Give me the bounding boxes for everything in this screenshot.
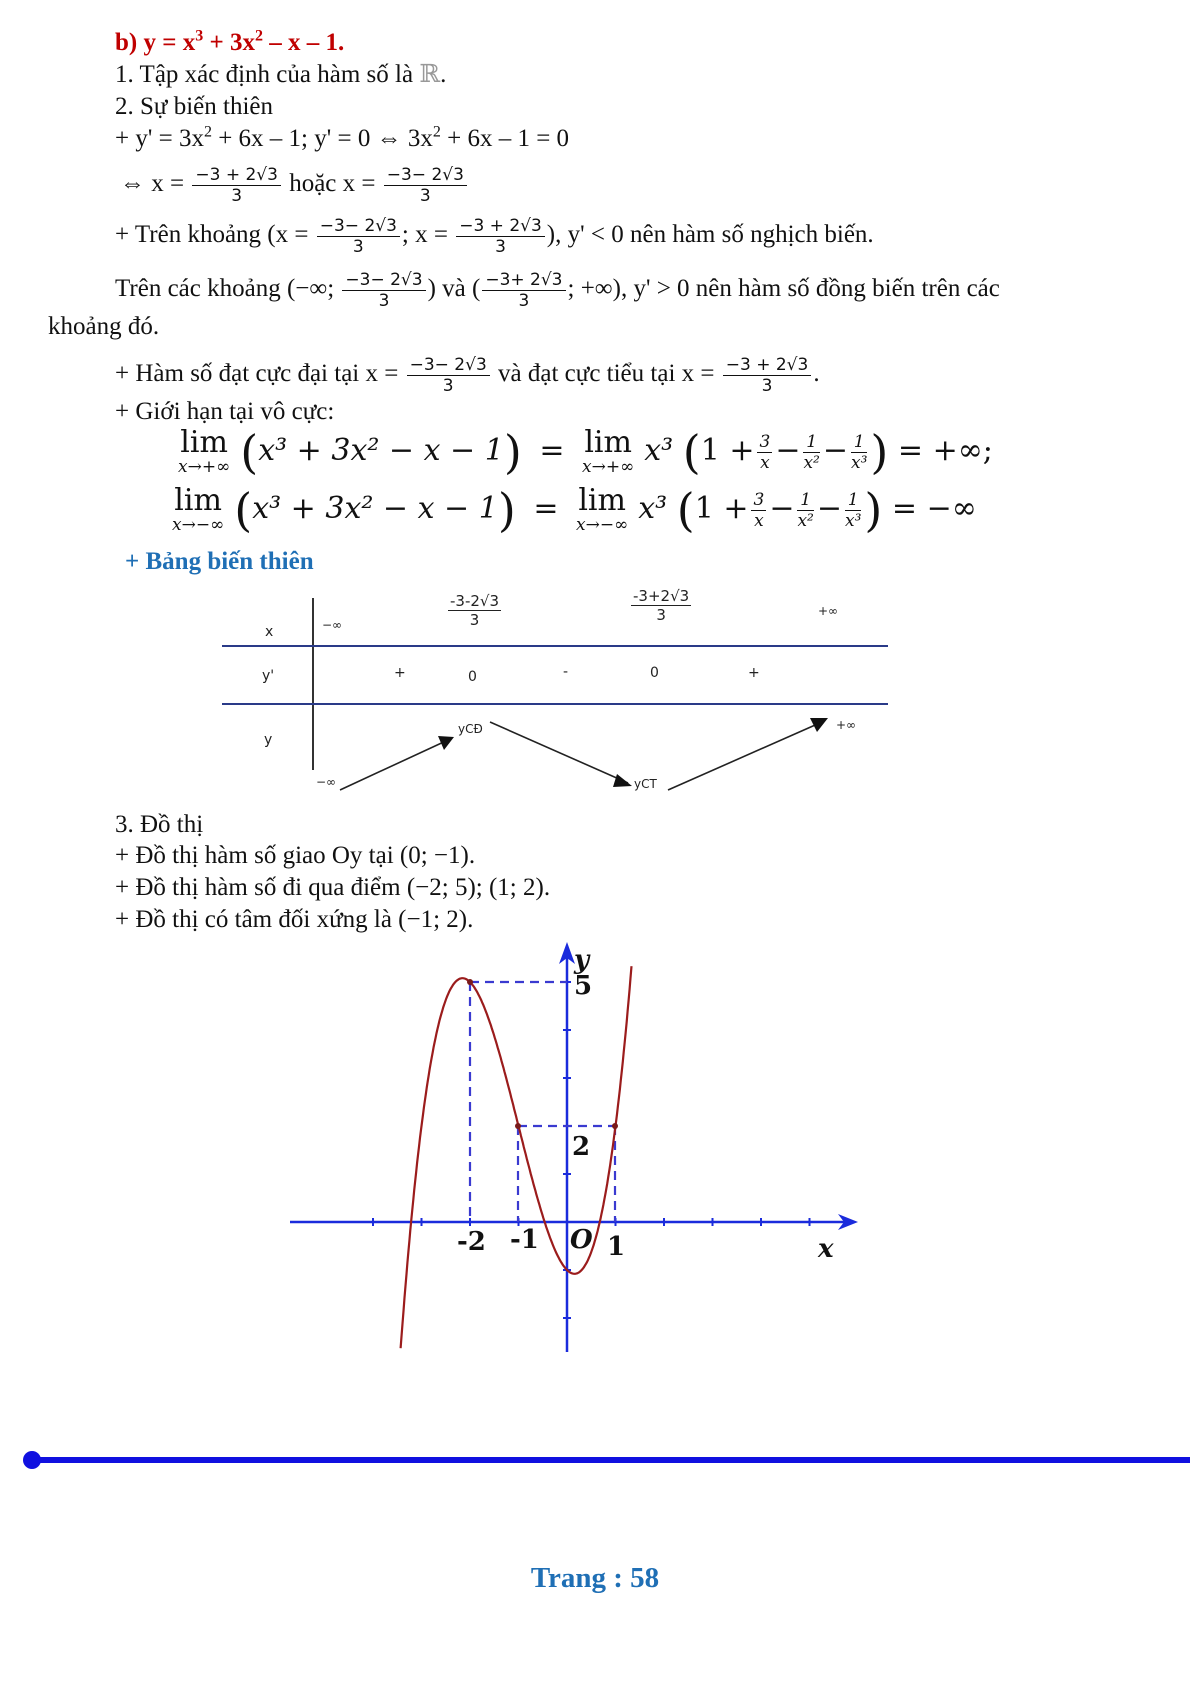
table-y-min: yCT: [634, 777, 657, 791]
footer-rule-dot: [23, 1451, 41, 1469]
frac-num: −3− 2√3: [317, 216, 400, 237]
frac-den: 3: [761, 376, 773, 396]
decreasing-text-b: ; x =: [401, 221, 455, 249]
frac-num: 3: [759, 431, 771, 452]
x-tick-minus-2: -2: [457, 1227, 486, 1257]
lim-word: lim: [578, 483, 626, 518]
roots-text-b: hoặc x =: [282, 170, 382, 198]
table-y-max: yCĐ: [458, 722, 483, 736]
limit-eq: =: [539, 433, 565, 468]
limit-polynomial: x³ + 3x² − x − 1: [258, 433, 504, 468]
frac-den: 3: [442, 376, 454, 396]
increasing-line-cont: khoảng đó.: [48, 313, 160, 340]
paren-open: (: [676, 483, 695, 537]
frac-num: −3 + 2√3: [192, 165, 281, 186]
frac-num: −3+ 2√3: [482, 270, 565, 291]
limit-eq: =: [533, 491, 559, 526]
y-axis-label: y: [574, 945, 590, 975]
lim-subscript: x→−∞: [576, 515, 629, 535]
paren-close: ): [497, 483, 516, 537]
domain-text: 1. Tập xác định của hàm số là: [115, 61, 420, 88]
lim-word: lim: [584, 425, 632, 460]
paren-open: (: [234, 483, 253, 537]
frac-num: -3+2√3: [633, 587, 690, 605]
limit-minus: −: [822, 433, 848, 468]
table-y-neg-inf: −∞: [316, 775, 337, 789]
heading-label: b): [115, 29, 138, 56]
origin-label: O: [570, 1225, 593, 1255]
heading-y: y: [143, 29, 156, 56]
frac-den: 3: [378, 291, 390, 311]
increasing-text-a: Trên các khoảng (−∞;: [115, 275, 341, 303]
decreasing-text-a: + Trên khoảng (x =: [115, 221, 315, 249]
table-x-neg-inf: −∞: [322, 618, 343, 632]
frac-num: −3 + 2√3: [456, 216, 545, 237]
variation-table-title: + Bảng biến thiên: [125, 548, 314, 575]
variation-heading: 2. Sự biến thiên: [115, 93, 273, 120]
heading-eq: =: [162, 29, 177, 56]
paren-open: (: [240, 425, 259, 479]
limit-result-negative: = −∞: [891, 491, 977, 526]
heading-x: x: [182, 29, 196, 56]
derivative-pow-a: 2: [203, 123, 212, 141]
table-y-pos-inf: +∞: [836, 718, 857, 732]
limit-result-positive: = +∞;: [897, 433, 993, 468]
frac-den: 3: [495, 237, 506, 257]
paren-open: (: [682, 425, 701, 479]
paren-close: ): [864, 483, 883, 537]
limit-x3: x³: [638, 491, 668, 526]
domain-end: .: [440, 61, 447, 88]
graph-note-1: + Đồ thị hàm số giao Oy tại (0; −1).: [115, 842, 476, 869]
page-number: Trang : 58: [530, 1562, 660, 1594]
paren-close: ): [870, 425, 889, 479]
real-set-symbol: ℝ: [419, 61, 441, 88]
derivative-part-a: + y' = 3x: [115, 125, 204, 152]
table-zero-1: 0: [468, 669, 477, 685]
frac-num: 1: [803, 432, 819, 453]
x-tick-1: 1: [607, 1232, 626, 1262]
table-sign-2: -: [563, 664, 569, 680]
heading-pow2: 2: [254, 27, 263, 45]
x-tick-minus-1: -1: [510, 1225, 539, 1255]
extrema-text-a: + Hàm số đạt cực đại tại x =: [115, 360, 405, 388]
table-sign-3: +: [748, 665, 760, 681]
frac-den: x²: [803, 452, 820, 473]
y-tick-5: 5: [574, 971, 593, 1001]
heading-tail: – x – 1.: [269, 29, 345, 56]
frac-den: 3: [518, 291, 530, 311]
graph-heading: 3. Đồ thị: [115, 811, 204, 838]
table-label-x: x: [265, 624, 274, 640]
limit-minus: −: [816, 491, 842, 526]
lim-subscript: x→+∞: [178, 457, 231, 477]
roots-text-a: ⇔ x =: [120, 170, 191, 198]
derivative-part-b: + 6x – 1; y' = 0 ⇔ 3x: [211, 125, 433, 152]
table-zero-2: 0: [650, 665, 659, 681]
limit-minus: −: [775, 433, 801, 468]
frac-den: 3: [656, 606, 666, 624]
frac-den: x²: [797, 510, 814, 531]
frac-num: 3: [753, 489, 765, 510]
limit-x3: x³: [644, 433, 674, 468]
frac-num: 1: [797, 490, 813, 511]
frac-den: 3: [419, 186, 431, 206]
derivative-pow-b: 2: [432, 123, 441, 141]
limit-minus: −: [769, 491, 795, 526]
frac-den: 3: [231, 186, 243, 206]
limits-heading: + Giới hạn tại vô cực:: [115, 398, 335, 425]
heading-pow3: 3: [195, 27, 204, 45]
frac-den: x³: [851, 452, 868, 473]
derivative-part-c: + 6x – 1 = 0: [440, 125, 570, 152]
heading-3x: + 3x: [209, 29, 255, 56]
frac-den: x: [754, 510, 764, 531]
frac-num: -3-2√3: [450, 592, 500, 610]
lim-subscript: x→+∞: [582, 457, 635, 477]
limit-one-plus: 1 +: [694, 491, 749, 526]
limit-one-plus: 1 +: [700, 433, 755, 468]
decreasing-text-c: ), y' < 0 nên hàm số nghịch biến.: [546, 221, 874, 249]
y-tick-2: 2: [572, 1132, 591, 1162]
frac-num: −3− 2√3: [384, 165, 467, 186]
table-label-yprime: y': [262, 668, 275, 684]
table-sign-1: +: [394, 665, 406, 681]
x-axis-label: x: [818, 1234, 834, 1264]
extrema-text-c: .: [813, 360, 820, 388]
frac-den: x³: [845, 510, 862, 531]
frac-num: 1: [851, 432, 867, 453]
lim-subscript: x→−∞: [172, 515, 225, 535]
frac-den: 3: [352, 237, 364, 257]
limit-polynomial: x³ + 3x² − x − 1: [252, 491, 498, 526]
table-label-y: y: [264, 732, 273, 748]
lim-word: lim: [174, 483, 222, 518]
extrema-text-b: và đạt cực tiểu tại x =: [491, 360, 721, 388]
lim-word: lim: [180, 425, 228, 460]
frac-num: −3− 2√3: [407, 355, 490, 376]
frac-num: −3 + 2√3: [723, 355, 812, 376]
increasing-text-c: ; +∞), y' > 0 nên hàm số đồng biến trên các: [567, 275, 1000, 303]
frac-num: −3− 2√3: [342, 270, 425, 291]
increasing-text-b: ) và (: [427, 275, 481, 303]
graph-note-2: + Đồ thị hàm số đi qua điểm (−2; 5); (1; 2).: [115, 874, 551, 901]
table-x-pos-inf: +∞: [818, 604, 839, 618]
graph-note-3: + Đồ thị có tâm đối xứng là (−1; 2).: [115, 906, 474, 933]
frac-num: 1: [845, 490, 861, 511]
paren-close: ): [503, 425, 522, 479]
frac-den: 3: [469, 611, 480, 629]
frac-den: x: [760, 452, 770, 473]
